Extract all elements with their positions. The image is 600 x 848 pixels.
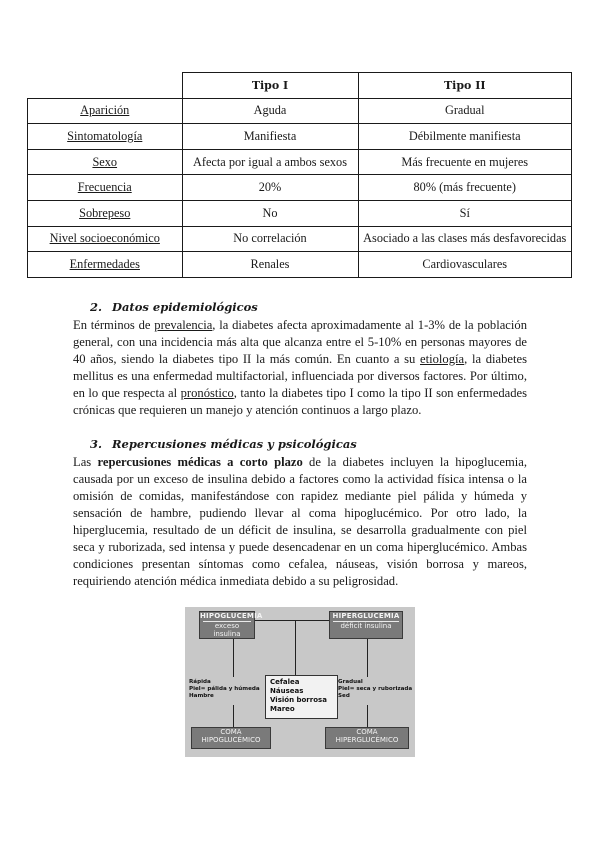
coma-type: HIPERGLUCÉMICO [335,736,399,744]
symptom: Cefalea [270,678,300,686]
hipo-symptoms [189,679,260,700]
cell-tipo1: Renales [182,252,358,278]
text-run: , tanto la diabetes tipo I como la tipo II son enfermedades crónicas que requieren un manejo y atención continuos a largo plazo. [73,386,527,417]
text-run: En términos de [73,318,155,332]
row-label: Frecuencia [28,175,183,201]
coma-hiperglucemico-box [325,727,409,749]
section-title: Datos epidemiológicos [112,300,258,314]
note-line: Hambre [189,693,214,699]
coma-label: COMA [356,728,378,736]
left-arrow-shaft [233,639,234,677]
shared-symptoms-box [265,675,338,719]
table-header-row [28,73,572,99]
section-number: 2. [90,300,103,314]
text-run: , la diabetes mellitus es una enfermedad multifactorial, influenciada por diversos factores. Por último, en lo que respecta al [73,352,527,400]
table-row [28,98,572,124]
coma-label: COMA [220,728,242,736]
right-arrow-shaft [367,639,368,677]
table-header-tipo2: Tipo II [358,73,572,99]
symptom: Náuseas [270,687,304,695]
row-label: Sexo [28,149,183,175]
coma-type: HIPOGLUCÉMICO [201,736,261,744]
right-arrow-shaft-2 [367,705,368,727]
hiper-symptoms [338,679,412,700]
cell-tipo1: Afecta por igual a ambos sexos [182,149,358,175]
row-label: Sintomatología [28,124,183,150]
table-row [28,124,572,150]
cell-tipo2: 80% (más frecuente) [358,175,572,201]
row-label: Aparición [28,98,183,124]
term-pronostico: pronóstico [180,386,234,400]
row-label: Nivel socioeconómico [28,226,183,252]
cell-tipo1: No correlación [182,226,358,252]
table-header-tipo1: Tipo I [182,73,358,99]
note-line: Rápida [189,679,211,685]
hiperglucemia-subtitle: déficit insulina [333,621,399,630]
row-label: Enfermedades [28,252,183,278]
section-number: 3. [90,437,103,451]
left-arrow-shaft-2 [233,705,234,727]
cell-tipo2: Cardiovasculares [358,252,572,278]
table-row [28,200,572,226]
cell-tipo2: Gradual [358,98,572,124]
table-row [28,226,572,252]
cell-tipo2: Débilmente manifiesta [358,124,572,150]
cell-tipo2: Más frecuente en mujeres [358,149,572,175]
cell-tipo1: Manifiesta [182,124,358,150]
section-3-paragraph [73,454,527,590]
cell-tipo1: Aguda [182,98,358,124]
glucemia-diagram [185,607,415,757]
note-line: Piel= pálida y húmeda [189,686,260,692]
row-label: Sobrepeso [28,200,183,226]
text-run: , la diabetes afecta aproximadamente al 1-3% de la población general, con una incidencia más alta que alcanza entre el 5-10% en personas mayores de 40 años, siendo la diabetes tipo II la más común. En cuanto a su [73,318,527,366]
table-header-empty [28,73,183,99]
cell-tipo2: Sí [358,200,572,226]
cell-tipo1: No [182,200,358,226]
term-prevalencia: prevalencia [154,318,213,332]
section-2-paragraph [73,317,527,419]
hipoglucemia-box [199,611,263,639]
note-line: Piel= seca y ruborizada [338,686,413,692]
hiperglucemia-box [329,611,403,639]
hipoglucemia-subtitle: exceso insulina [203,621,251,638]
center-connector [295,620,296,675]
note-line: Sed [338,693,350,699]
text-run: Las [73,455,98,469]
section-3-heading [90,437,357,451]
comparison-table [27,72,572,278]
note-line: Gradual [338,679,363,685]
cell-tipo2: Asociado a las clases más desfavorecidas [358,226,572,252]
hipoglucemia-title: HIPOGLUCEMIA [200,612,263,620]
bold-term: repercusiones médicas a corto plazo [97,455,303,469]
section-2-heading [90,300,258,314]
cell-tipo1: 20% [182,175,358,201]
term-etiologia: etiología [420,352,465,366]
table-row [28,175,572,201]
text-run: de la diabetes incluyen la hipoglucemia, causada por un exceso de insulina debido a factores como la actividad física intensa o la omisión de comidas, manifestándose con rapidez mediante piel pálida y húmeda y sensación de hambre, pudiendo llevar al coma hipoglucémico. Por otro lado, la hiperglucemia, resultado de un déficit de insulina, se desarrolla gradualmente con piel seca y ruborizada, sed intensa y puede desencadenar en un coma hiperglucémico. Ambas condiciones presentan síntomas como cefalea, náuseas, visión borrosa y mareos, requiriendo atención médica inmediata debido a su peligrosidad. [73,455,527,588]
symptom: Visión borrosa [270,696,327,704]
section-title: Repercusiones médicas y psicológicas [112,437,357,451]
table-row [28,252,572,278]
table-row [28,149,572,175]
hiperglucemia-title: HIPERGLUCEMIA [332,612,400,620]
symptom: Mareo [270,705,295,713]
coma-hipoglucemico-box [191,727,271,749]
